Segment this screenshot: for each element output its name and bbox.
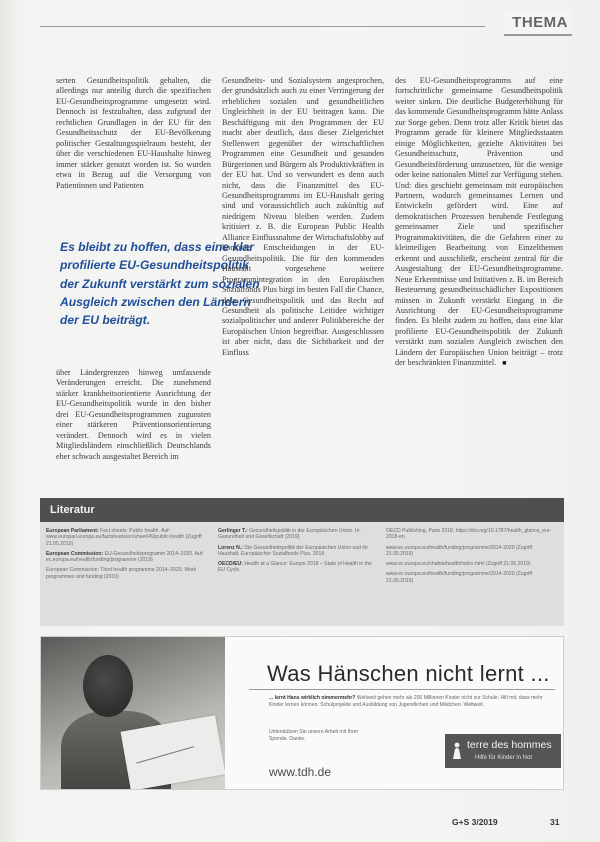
literature-column-3 [386, 528, 556, 588]
literature-heading: Literatur [40, 498, 564, 522]
ad-rule [249, 689, 555, 690]
reference-item [386, 561, 556, 567]
page-number: 31 [550, 817, 560, 827]
ad-headline: Was Hänschen nicht lernt ... [267, 661, 550, 686]
terre-des-hommes-logo [445, 734, 561, 768]
article-paragraph: über Ländergrenzen hinweg umfassende Veränderungen erreicht. Die zunehmend stärker krankheitsorientierte Ausrichtung der EU-Gesundheitspolitik wurde in den bisher drei EU-Gesundheitsprogrammen zugunsten einer stärkeren Präventionsorientierung verändert. Dennoch wird es in vielen Mitgliedsländern einschließlich Deutschlands eher schwach ausgestaltet Bereich im [56, 368, 211, 461]
figure-icon [451, 742, 463, 760]
advertisement [40, 636, 564, 790]
header-rule [40, 26, 485, 27]
ad-body-lead: ... lernt Hans wirklich nimmermehr? [269, 695, 356, 701]
ad-url: www.tdh.de [269, 765, 332, 779]
issue-number: G+S 3/2019 [452, 817, 498, 827]
reference-text: www.ec.europa.eu/chafea/health/index.html (Zugriff 21.05.2019) [386, 561, 531, 568]
reference-item [386, 528, 556, 541]
literature-column-1 [46, 528, 204, 584]
article-column-3 [395, 76, 563, 488]
reference-item [46, 528, 204, 547]
brand-name: terre des hommes [467, 739, 552, 751]
article-column-1-bottom [56, 368, 211, 486]
reference-text: EU-Gesundheitsprogramm 2014–2020. Auf: ec.europa.eu/health/funding/programme (2019) [46, 550, 204, 564]
end-of-article-mark: ■ [502, 359, 507, 368]
reference-item [218, 561, 374, 574]
reference-author: Gerlinger T.: [218, 528, 248, 534]
reference-author: OECD/EU: [218, 561, 243, 568]
article-column-2 [222, 76, 384, 488]
brand-tagline: Hilfe für Kinder in Not [475, 755, 533, 761]
article-column-1-top [56, 76, 211, 230]
ad-photo-child-writing [41, 637, 225, 789]
reference-item [218, 545, 374, 558]
reference-text: www.ec.europa.eu/health/funding/programme/2014-2020 (Zugriff 21.05.2019) [386, 571, 533, 584]
reference-text: European Commission: Third health programme 2014–2020. Work programmes and funding (2019) [46, 567, 197, 580]
reference-text: Gesundheitspolitik in der Europäischen Union. In: Gesundheit und Gesellschaft (2019) [218, 528, 361, 541]
reference-item [218, 528, 374, 541]
article-paragraph [395, 76, 563, 369]
section-label: THEMA [504, 10, 572, 36]
pull-quote: Es bleibt zu hoffen, dass eine klar profilierte EU-Gesundheitspolitik der Zukunft verstärkt zum sozialen Ausgleich zwischen den Ländern der EU beiträgt. [60, 240, 260, 328]
reference-text: OECD Publishing, Paris 2018. https://doi.org/10.1787/health_glance_eur-2018-en [386, 528, 552, 541]
reference-item [386, 545, 556, 558]
ad-donation-note: Unterstützen Sie unsere Arbeit mit Ihrer Spende. Danke. [269, 729, 359, 742]
article-paragraph-text: des EU-Gesundheitsprogramms auf eine fortschrittliche gemeinsame Gesundheitspolitik weiter sinken. Die deutliche Budgeterhöhung für das kommende Gesundheitsprogramm hätte Anlass zur Sorge geben. Denn trotz aller Kritik bietet das Programm gerade für kleinere Mitgliedsstaaten einige Möglichkeiten, gezielte Aktivitäten bei Gesundheitsschutz, Prävention und Gesundheitsförderung umzusetzen, für die wenige oder keine nationalen Mittel zur Verfügung stehen. Und: dies geschieht gemeinsam mit europäischen Partnern, wodurch gemeinsames Lernen und Entwickeln gefördert wird. Eine auf demokratischen Prozessen beruhende Festlegung gemeinsamer Ziele und spezifischer Programmaktivitäten, die die Gefahren einer zu kleinteiligen Bearbeitung von Einzelthemen erkennt und ausschließt, erscheint zentral für die Ausgestaltung der EU-Gesundheitsprogramme. Neue Erkenntnisse und Initiativen z. B. im Bereich Besteuerung gesundheitsschädlicher Expositionen müssen in Zukunft verstärkt Eingang in die Ausrichtung der EU-Gesundheitsprogramme finden. Es bleibt zudem zu hoffen, dass eine klar profilierte EU-Gesundheitspolitik der Zukunft verstärkt zum sozialen Ausgleich zwischen den Ländern der Europäischen Union beiträgt – trotz der beschränkten Finanzmittel. [395, 76, 563, 368]
ad-body-copy: Weltweit gehen mehr als 200 Millionen Kinder nicht zur Schule. Hilf mit, dass mehr Kinder lernen können. Schulprojekte und Ausbildung von Jugendlichen und Mädchen. Weltweit. [269, 695, 543, 708]
reference-item [46, 551, 204, 564]
ad-body-text [269, 695, 549, 708]
reference-item [386, 571, 556, 584]
article-paragraph: Gesundheits- und Sozialsystem angesprochen, der grundsätzlich auch zu einer Verringerung der erheblichen sozialen und gesundheitlichen Ungleichheit in der EU beitragen kann. Die Beschäftigung mit den Programmen der EU macht aber deutlich, dass dieser Zielgerichtet Stellenwert gegenüber der wirtschaftlichen Programmen eine Gesundheit und gesunden Bürgerinnen und Bürgern als Produktivkräften in der EU hat. Und so verwundert es denn auch nicht, dass die Finanzmittel des EU-Gesundheitsprogramms im EU-Haushalt gering sind und voraussichtlich auch zukünftig auf niedrigem Niveau bleiben werden. Zudem kritisiert z. B. die European Public Health Alliance Einflussnahme der Wirtschaftslobby auf konkrete Entscheidungen in der EU-Gesundheitspolitik. Die für den kommenden Haushalt vorgesehene weitere Programmintegration in den Europäischen Sozialfonds Plus birgt im besten Fall die Chance, dass Gesundheitspolitik und das Recht auf Gesundheit als politische Leitidee wichtiger sozialpolitischer und anderer Politikbereiche der Europäischen Union begreifbar. Ausgeschlossen ist aber nicht, dass die Sichtbarkeit und der Einfluss [222, 76, 384, 357]
reference-author: European Commission: [46, 550, 104, 557]
literature-column-2 [218, 528, 374, 578]
reference-author: European Parliament: [46, 528, 99, 534]
reference-author: Lorenz N.: [218, 544, 243, 551]
reference-item [46, 567, 204, 580]
reference-text: www.ec.europa.eu/health/funding/programme/2014-2020 (Zugriff 21.05.2019) [386, 544, 533, 557]
article-paragraph: serten Gesundheitspolitik gehalten, die allerdings nur anteilig durch die spezifischen EU-Gesundheitsprogramme umgesetzt wird. Dennoch ist festzuhalten, dass zufgrund der rechtlichen Grundlagen in der EU für den Gesundheitsschutz der EU-Bevölkerung politischer Gestaltungsspielraum besteht, der über die verschiedenen EU-Haushalte hinweg immer stärker genutzt worden ist. So wurden etwa in Bezug auf die Versorgung von Patientinnen und Patienten [56, 76, 211, 190]
reference-text: Die Gesundheitspolitik der Europäischen Union und ihr Haushalt. Europäischer Sozialfonds Plus. 2018 [218, 544, 369, 557]
literature-box [40, 522, 564, 626]
reference-text: Health at a Glance: Europe 2018 – State of Health in the EU Cycle. [218, 561, 372, 574]
reference-text: Fact sheets: Public health. Auf: www.europarl.europa.eu/factsheets/en/sheet/49/public-health (Zugriff 21.05.2019) [46, 528, 202, 547]
